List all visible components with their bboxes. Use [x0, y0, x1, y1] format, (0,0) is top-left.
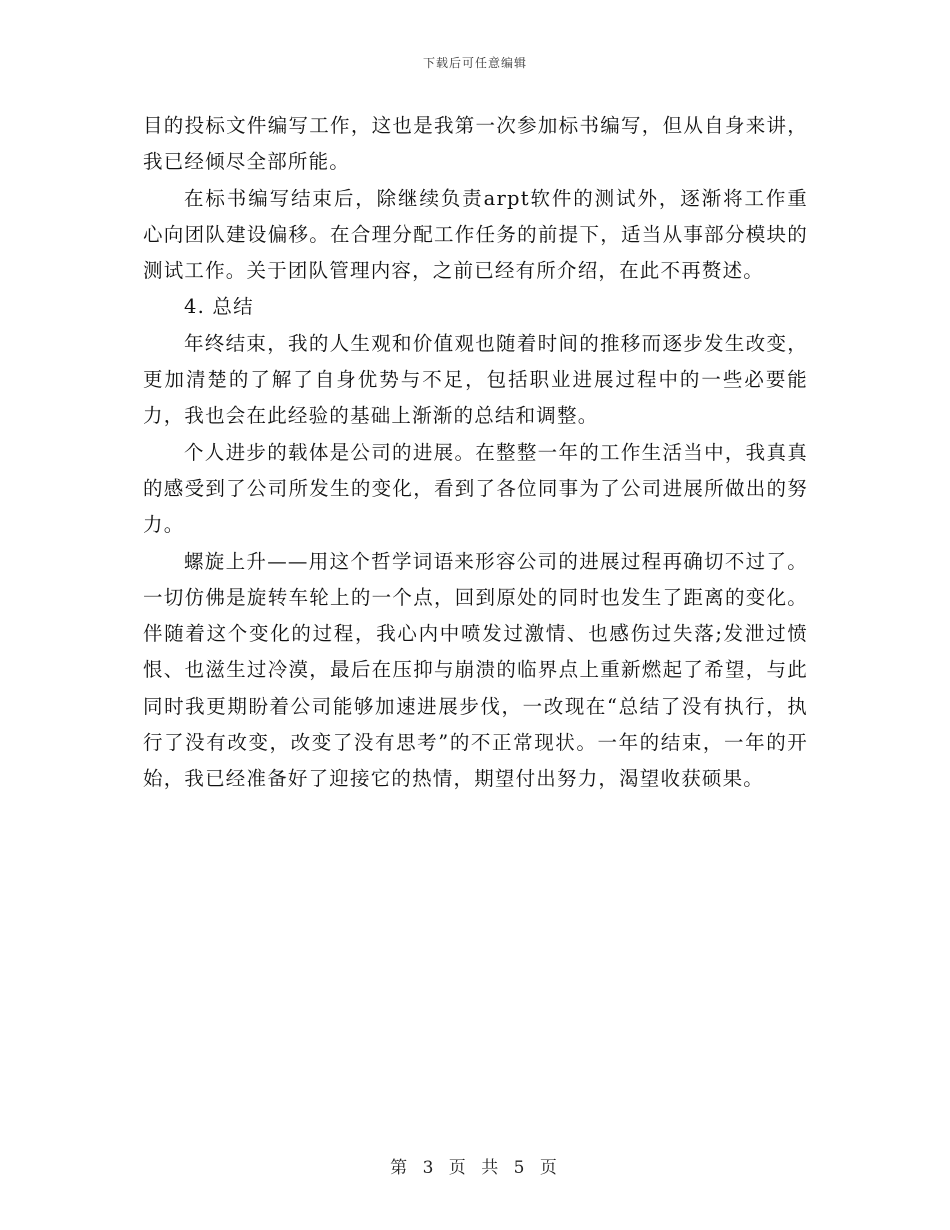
paragraph-continued: 目的投标文件编写工作，这也是我第一次参加标书编写，但从自身来讲，我已经倾尽全部所能。: [143, 114, 808, 174]
page-header: 下载后可任意编辑: [422, 56, 527, 70]
page-number-footer: 第 3 页 共 5 页: [390, 1158, 560, 1178]
paragraph-spiral-rise: 螺旋上升——用这个哲学词语来形容公司的进展过程再确切不过了。一切仿佛是旋转车轮上的一个点，回到原处的同时也发生了距离的变化。伴随着这个变化的过程，我心内中喷发过激情、也感伤过失落;发泄过愤恨、也滋生过冷漠，最后在压抑与崩溃的临界点上重新燃起了希望，与此同时我更期盼着公司能够加速进展步伐，一改现在“总结了没有执行，执行了没有改变，改变了没有思考”的不正常现状。一年的结束，一年的开始，我已经准备好了迎接它的热情，期望付出努力，渴望收获硕果。: [143, 549, 808, 791]
section-heading-summary: 4. 总结: [184, 295, 254, 319]
paragraph-tender-writing: 在标书编写结束后，除继续负责arpt软件的测试外，逐渐将工作重心向团队建设偏移。在合理分配工作任务的前提下，适当从事部分模块的测试工作。关于团队管理内容，之前已经有所介绍，在此不再赘述。: [143, 186, 808, 283]
paragraph-year-end: 年终结束，我的人生观和价值观也随着时间的推移而逐步发生改变，更加清楚的了解了自身优势与不足，包括职业进展过程中的一些必要能力，我也会在此经验的基础上渐渐的总结和调整。: [143, 331, 808, 428]
document-body: [143, 108, 808, 798]
paragraph-personal-progress: 个人进步的载体是公司的进展。在整整一年的工作生活当中，我真真的感受到了公司所发生的变化，看到了各位同事为了公司进展所做出的努力。: [143, 440, 808, 537]
